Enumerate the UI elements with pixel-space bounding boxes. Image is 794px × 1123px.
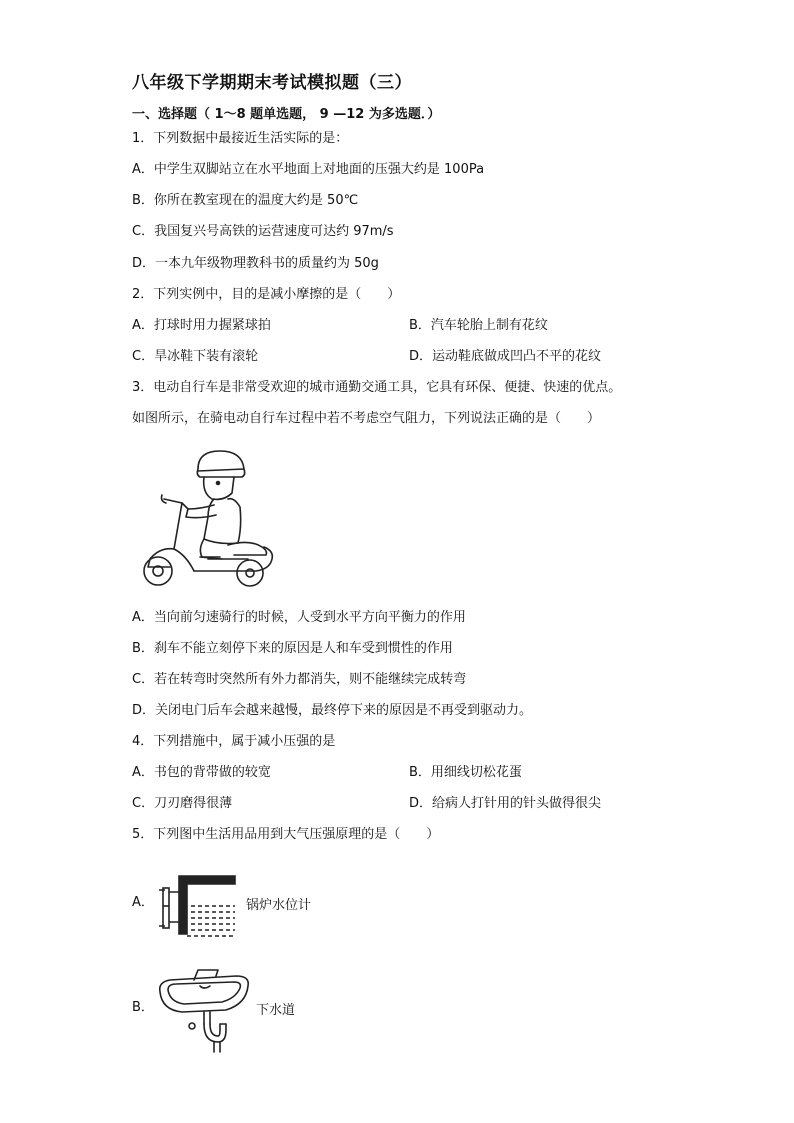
q3-option-d: D．关闭电门后车会越来越慢，最终停下来的原因是不再受到驱动力。: [132, 703, 533, 718]
q3-stem-line2: 如图所示，在骑电动自行车过程中若不考虑空气阻力，下列说法正确的是（ ）: [132, 411, 601, 426]
sink-drain-figure: [156, 968, 252, 1054]
q5-option-a-letter: A．: [132, 895, 154, 910]
q1-stem: 1．下列数据中最接近生活实际的是：: [132, 131, 349, 146]
q3-option-b: B．刹车不能立刻停下来的原因是人和车受到惯性的作用: [132, 641, 453, 656]
q2-option-b: B．汽车轮胎上制有花纹: [409, 318, 548, 333]
scooter-rider-figure: [138, 447, 278, 589]
q2-stem: 2．下列实例中，目的是减小摩擦的是（ ）: [132, 287, 401, 302]
q5-stem: 5．下列图中生活用品用到大气压强原理的是（ ）: [132, 827, 440, 842]
q2-option-d: D．运动鞋底做成凹凸不平的花纹: [409, 349, 602, 364]
page-title: 八年级下学期期末考试模拟题（三）: [132, 73, 412, 93]
q4-stem: 4．下列措施中，属于减小压强的是: [132, 734, 336, 749]
q1-option-c: C．我国复兴号高铁的运营速度可达约 97m/s: [132, 224, 394, 239]
q2-option-a: A．打球时用力握紧球拍: [132, 318, 271, 333]
section-heading: 一、选择题（ 1～8 题单选题， 9 —12 为多选题．）: [132, 107, 441, 122]
q3-option-c: C．若在转弯时突然所有外力都消失，则不能继续完成转弯: [132, 672, 467, 687]
q4-option-d: D．给病人打针用的针头做得很尖: [409, 796, 602, 811]
q1-option-d: D．一本九年级物理教科书的质量约为 50g: [132, 256, 379, 271]
boiler-water-gauge-figure: [157, 872, 237, 942]
q5-option-b-caption: 下水道: [256, 1003, 296, 1018]
q4-option-b: B．用细线切松花蛋: [409, 765, 522, 780]
q3-stem-line1: 3．电动自行车是非常受欢迎的城市通勤交通工具，它具有环保、便捷、快速的优点。: [132, 380, 622, 395]
q5-option-a-caption: 锅炉水位计: [246, 898, 312, 913]
q3-option-a: A．当向前匀速骑行的时候，人受到水平方向平衡力的作用: [132, 610, 466, 625]
q5-option-b-letter: B．: [132, 1000, 154, 1015]
q4-option-a: A．书包的背带做的较宽: [132, 765, 271, 780]
q4-option-c: C．刀刃磨得很薄: [132, 796, 233, 811]
q1-option-a: A．中学生双脚站立在水平地面上对地面的压强大约是 100Pa: [132, 162, 485, 177]
q1-option-b: B．你所在教室现在的温度大约是 50℃: [132, 193, 359, 208]
q2-option-c: C．旱冰鞋下装有滚轮: [132, 349, 259, 364]
